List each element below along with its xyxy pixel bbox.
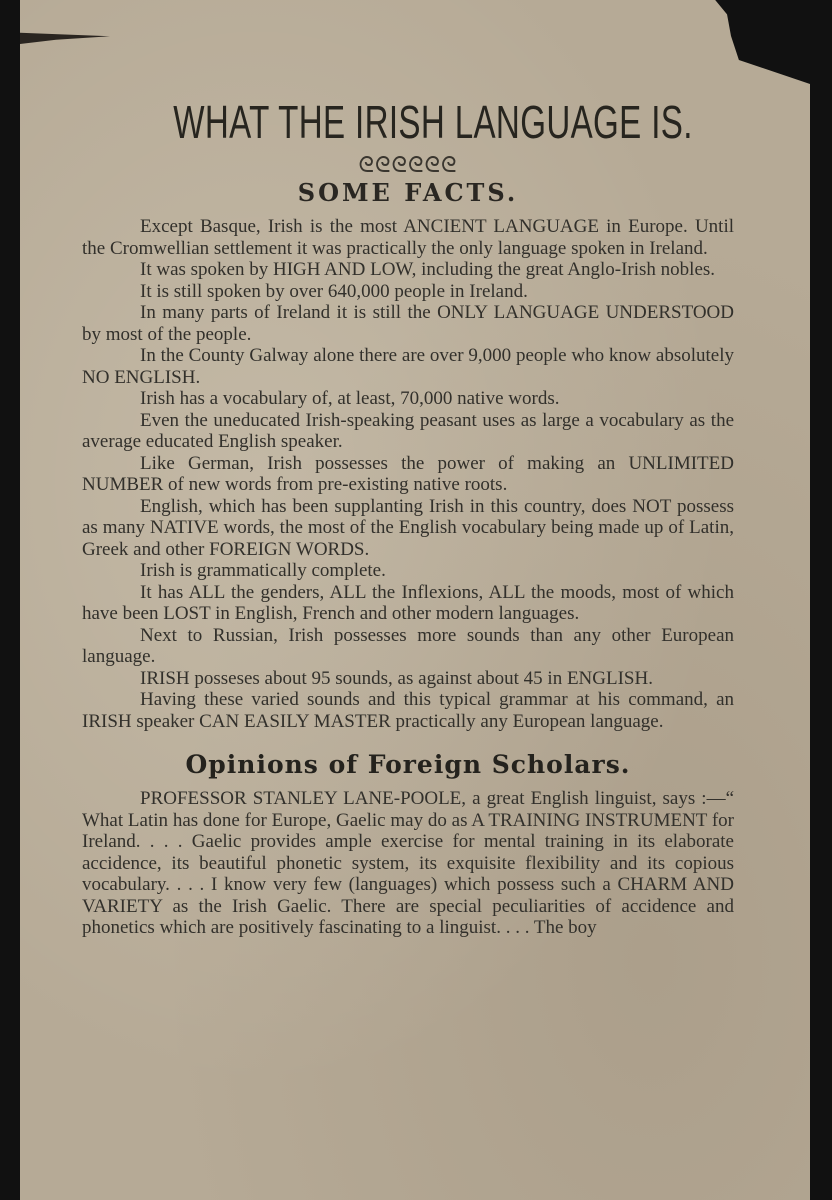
- paragraph: Irish has a vocabulary of, at least, 70,000 native words.: [140, 388, 560, 409]
- ornament-divider: ᘓᘓᘓᘓᘓᘓ: [358, 152, 458, 177]
- paragraph: Even the uneducated Irish-speaking peasant uses as large a vocabulary as the average educated English speaker.: [82, 409, 734, 452]
- document-body: [82, 96, 734, 939]
- paragraph: In the County Galway alone there are over 9,000 people who know absolutely NO ENGLISH.: [82, 345, 734, 388]
- paragraph: It is still spoken by over 640,000 people in Ireland.: [140, 280, 528, 302]
- paragraph-quote: PROFESSOR STANLEY LANE-POOLE, a great English linguist, says :—“ What Latin has done for Europe, Gaelic may do as A TRAINING INSTRUMENT for Ireland. . . . Gaelic provides ample exercise for mental training in its elaborate accidence, its beautiful phonetic system, its exquisite flexibility and its copious vocabulary. . . . I know very few (languages) which possess such a CHARM AND VARIETY as the Irish Gaelic. There are special peculiarities of accidence and phonetics which are positively fascinating to a linguist. . . . The boy: [82, 788, 734, 938]
- paragraph: English, which has been supplanting Irish in this country, does NOT possess as many NATIVE words, the most of the English vocabulary being made up of Latin, Greek and other FOREIGN WORDS.: [82, 495, 734, 560]
- paragraph: It was spoken by HIGH AND LOW, including the great Anglo-Irish nobles.: [140, 259, 716, 280]
- paragraph: Like German, Irish possesses the power of making an UNLIMITED NUMBER of new words from pre-existing native roots.: [82, 452, 734, 495]
- paragraph: IRISH posseses about 95 sounds, as against about 45 in ENGLISH.: [140, 667, 653, 689]
- section-heading-opinions: Opinions of Foreign Scholars.: [185, 750, 631, 779]
- paragraph: In many parts of Ireland it is still the ONLY LANGUAGE UNDERSTOOD by most of the people.: [82, 302, 734, 345]
- paragraph: Irish is grammatically complete.: [140, 560, 386, 581]
- paragraph: Except Basque, Irish is the most ANCIENT LANGUAGE in Europe. Until the Cromwellian settlement it was practically the only language spoken in Ireland.: [82, 216, 734, 259]
- paragraph: Next to Russian, Irish possesses more sounds than any other European language.: [82, 624, 734, 667]
- paragraph: Having these varied sounds and this typical grammar at his command, an IRISH speaker CAN EASILY MASTER practically any European language.: [82, 689, 734, 732]
- page-title: WHAT THE IRISH LANGUAGE IS.: [173, 96, 693, 148]
- paragraph: It has ALL the genders, ALL the Inflexions, ALL the moods, most of which have been LOST in English, French and other modern languages.: [82, 581, 734, 624]
- section-heading-facts: SOME FACTS.: [297, 178, 519, 207]
